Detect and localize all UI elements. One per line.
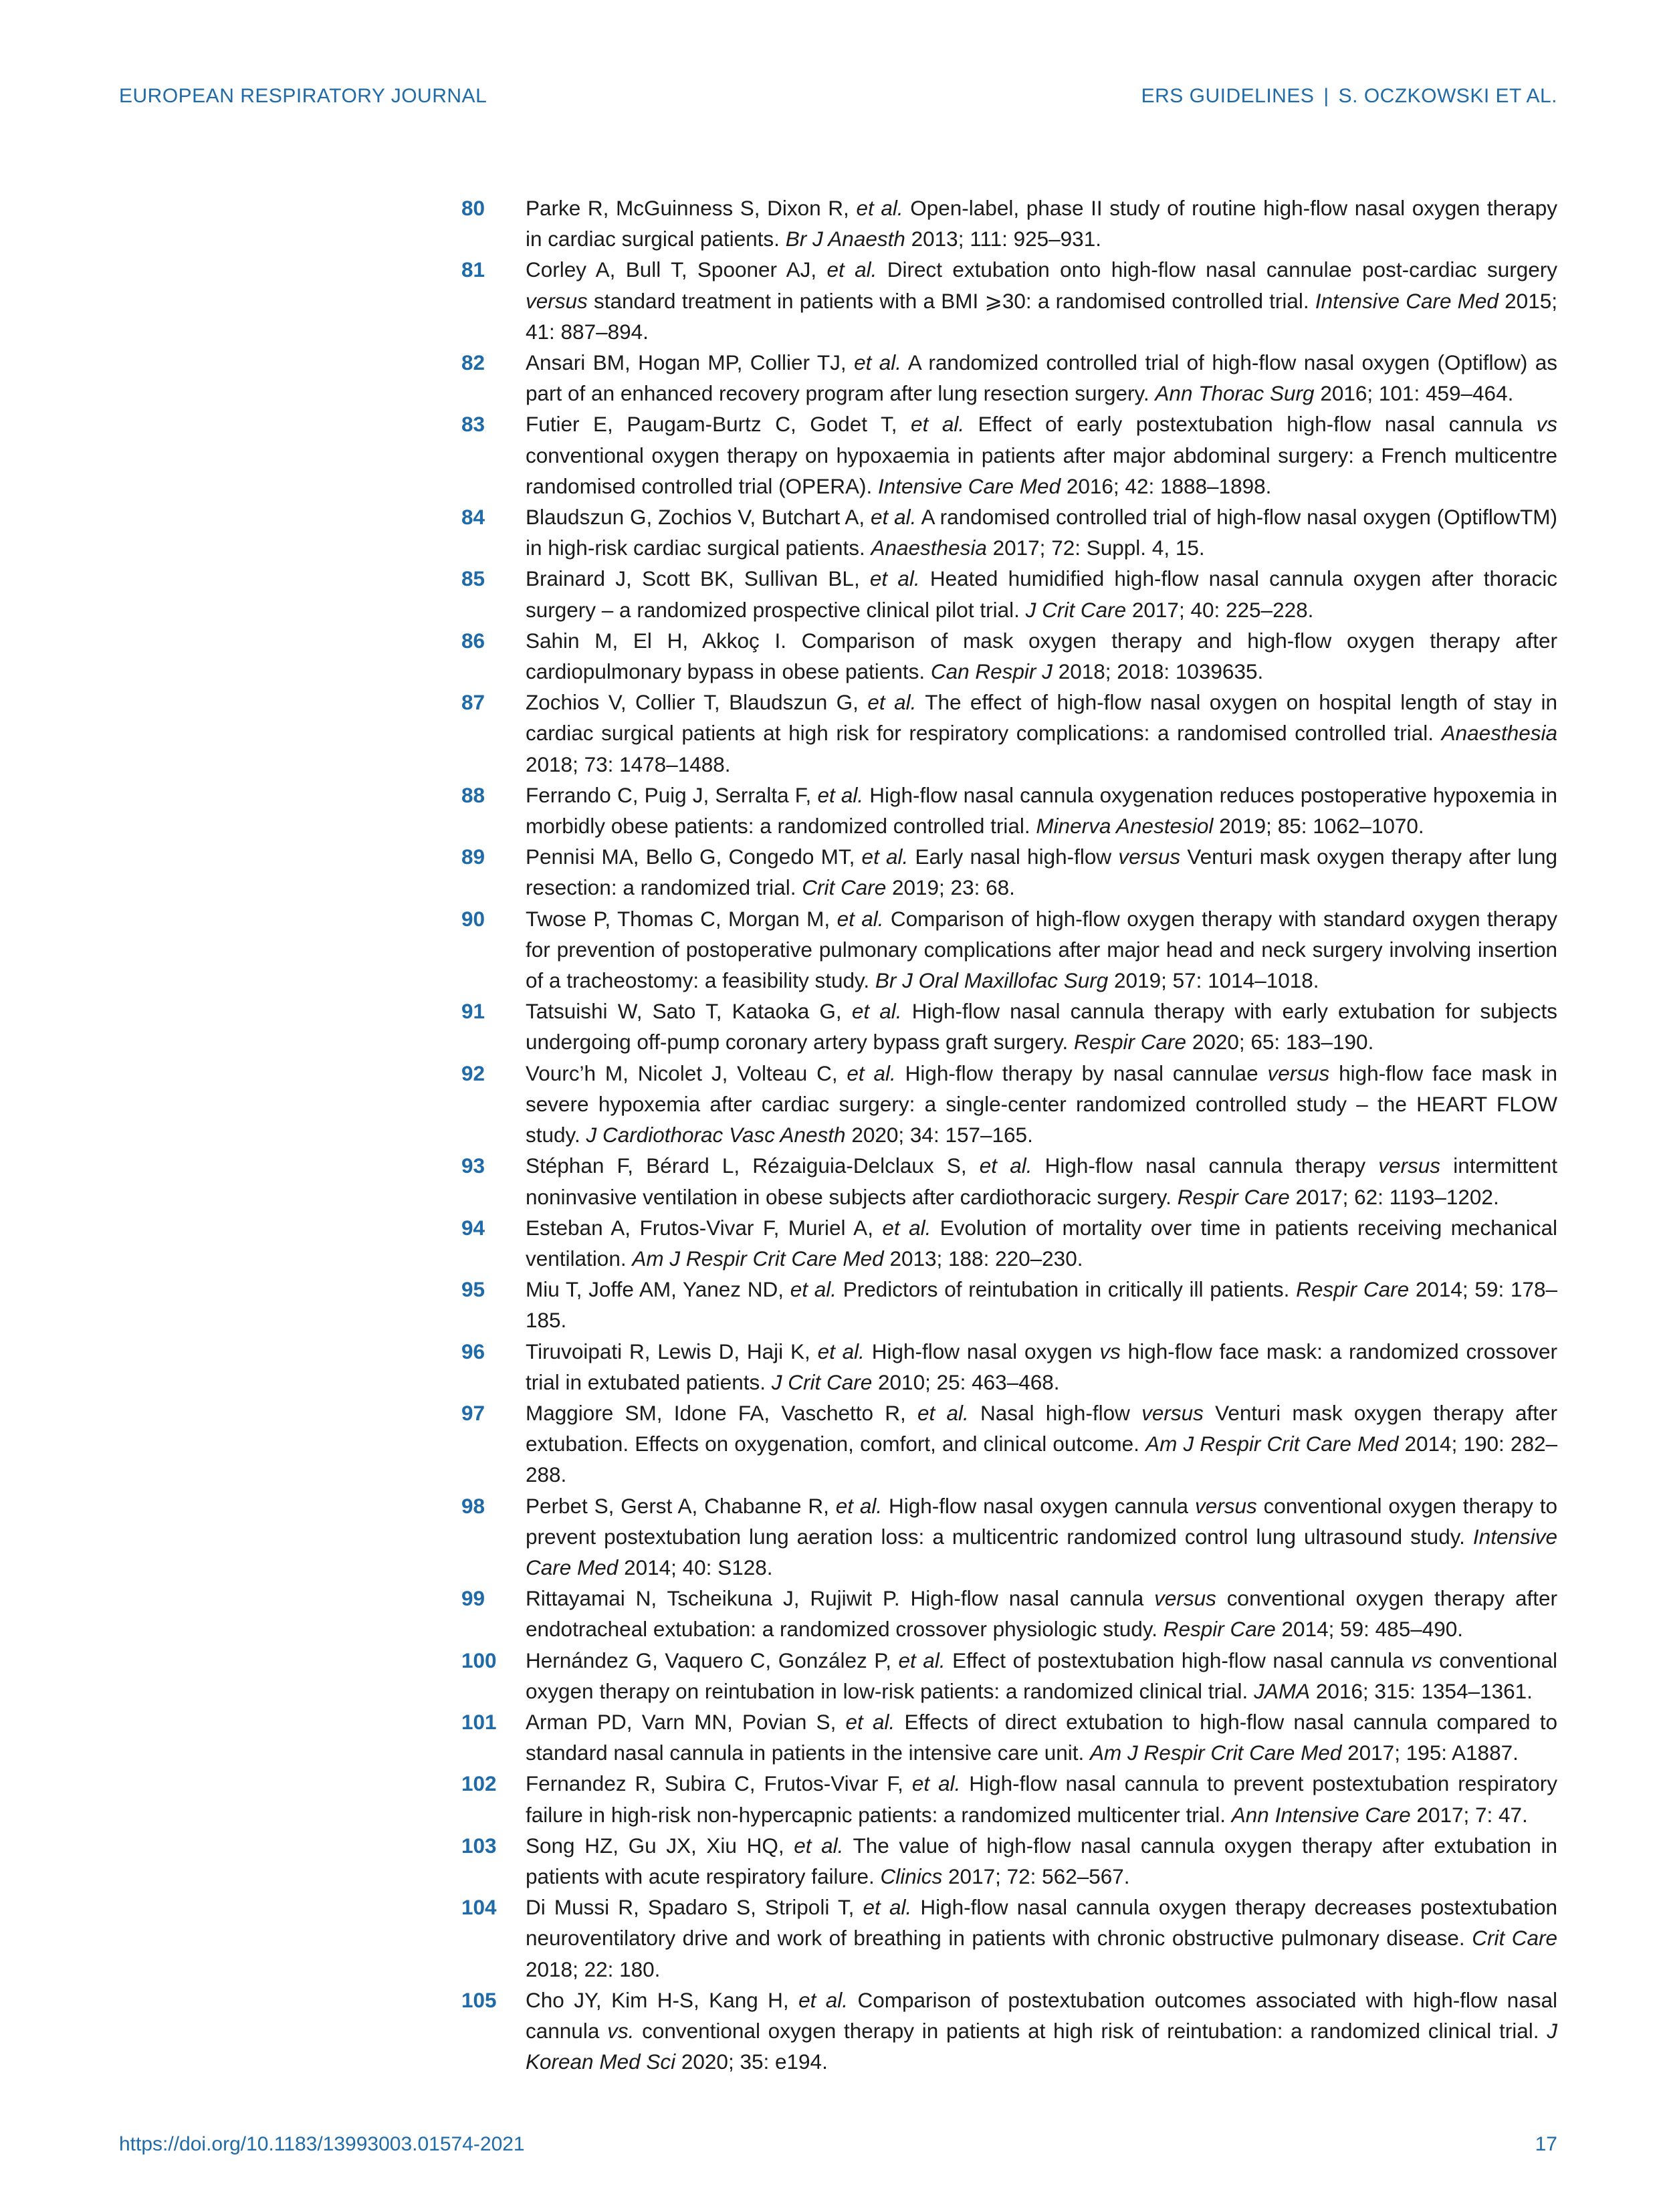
reference-text: Effect of early postextubation high-flow nasal cannula (964, 412, 1537, 437)
reference-italic-text: Crit Care (1472, 1926, 1558, 1951)
reference-italic-text: et al. (882, 1215, 931, 1240)
reference-italic-text: Can Respir J (930, 659, 1053, 684)
reference-text: Brainard J, Scott BK, Sullivan BL, (526, 566, 870, 591)
reference-text: 2016; 315: 1354–1361. (1310, 1678, 1533, 1703)
reference-text: 2020; 35: e194. (675, 2050, 828, 2074)
reference-text: Ferrando C, Puig J, Serralta F, (526, 782, 818, 807)
reference-text: 2015; 41: 887–894. (526, 288, 1557, 344)
reference-item (461, 625, 1557, 687)
reference-text: 2017; 195: A1887. (1341, 1741, 1519, 1765)
reference-text: High-flow nasal oxygen (864, 1339, 1100, 1363)
reference-italic-text: vs. (607, 2018, 635, 2043)
reference-number: 97 (461, 1400, 485, 1425)
reference-item (461, 1336, 1557, 1398)
reference-item (461, 1058, 1557, 1151)
reference-italic-text: Am J Respir Crit Care Med (1145, 1432, 1399, 1456)
reference-text: Nasal high-flow (968, 1400, 1142, 1425)
reference-text: Corley A, Bull T, Spooner AJ, (526, 257, 827, 282)
reference-text: Tatsuishi W, Sato T, Kataoka G, (526, 999, 852, 1024)
reference-item (461, 687, 1557, 780)
reference-italic-text: versus (1194, 1493, 1257, 1518)
reference-text: High-flow nasal oxygen cannula (882, 1493, 1195, 1518)
reference-text: Vourc’h M, Nicolet J, Volteau C, (526, 1061, 847, 1085)
reference-item (461, 1150, 1557, 1212)
reference-text: Fernandez R, Subira C, Frutos-Vivar F, (526, 1771, 912, 1796)
reference-text: Comparison of postextubation outcomes associated with high-flow nasal cannula (526, 1987, 1557, 2043)
reference-text: A randomised controlled trial of high-flow nasal oxygen (OptiflowTM) in high-risk cardiac surgical patients. (526, 505, 1557, 560)
reference-text: Perbet S, Gerst A, Chabanne R, (526, 1493, 836, 1518)
reference-item (461, 996, 1557, 1057)
reference-text: Miu T, Joffe AM, Yanez ND, (526, 1277, 790, 1302)
reference-number: 103 (461, 1833, 497, 1858)
reference-text: Predictors of reintubation in critically ill patients. (836, 1277, 1297, 1302)
reference-text: 2017; 72: 562–567. (942, 1864, 1130, 1888)
reference-italic-text: et al. (867, 690, 917, 715)
reference-text: The effect of high-flow nasal oxygen on hospital length of stay in cardiac surgical patients at high risk for respiratory complications: a randomised controlled trial. (526, 690, 1557, 746)
reference-text: Direct extubation onto high-flow nasal cannulae post-cardiac surgery (877, 257, 1558, 282)
reference-text: Effects of direct extubation to high-flow nasal cannula compared to standard nasal cannula in patients in the intensive care unit. (526, 1709, 1558, 1765)
journal-name: EUROPEAN RESPIRATORY JOURNAL (119, 85, 487, 107)
reference-italic-text: Am J Respir Crit Care Med (632, 1246, 884, 1270)
reference-text: 2017; 62: 1193–1202. (1289, 1184, 1499, 1209)
reference-item (461, 1645, 1557, 1706)
reference-italic-text: Br J Anaesth (785, 227, 905, 251)
reference-italic-text: Ann Intensive Care (1231, 1802, 1411, 1827)
reference-italic-text: versus (1141, 1400, 1204, 1425)
reference-italic-text: J Crit Care (1025, 597, 1127, 622)
reference-text: 2019; 57: 1014–1018. (1108, 968, 1319, 993)
reference-number: 87 (461, 690, 485, 715)
page-number: 17 (1535, 2133, 1557, 2155)
reference-italic-text: versus (1267, 1061, 1330, 1085)
reference-italic-text: Intensive Care Med (1315, 288, 1499, 313)
reference-italic-text: et al. (911, 412, 965, 437)
reference-text: Stéphan F, Bérard L, Rézaiguia-Delclaux S, (526, 1153, 980, 1178)
reference-text: Twose P, Thomas C, Morgan M, (526, 906, 837, 931)
reference-text: High-flow nasal cannula oxygen therapy decreases postextubation neuroventilatory drive and work of breathing in patients with chronic obstructive pulmonary disease. (526, 1895, 1557, 1951)
reference-number: 93 (461, 1153, 485, 1178)
reference-number: 88 (461, 782, 485, 807)
reference-number: 85 (461, 566, 485, 591)
reference-item (461, 347, 1557, 409)
reference-italic-text: et al. (861, 845, 909, 869)
reference-text: conventional oxygen therapy after endotracheal extubation: a randomized crossover physiologic study. (526, 1586, 1557, 1642)
reference-italic-text: et al. (837, 906, 884, 931)
reference-item (461, 1830, 1557, 1892)
reference-number: 105 (461, 1987, 497, 2012)
reference-number: 101 (461, 1709, 497, 1734)
reference-number: 102 (461, 1771, 497, 1796)
reference-item (461, 841, 1557, 903)
reference-number: 86 (461, 628, 485, 653)
reference-italic-text: versus (1118, 845, 1181, 869)
reference-italic-text: et al. (794, 1833, 844, 1858)
reference-number: 95 (461, 1277, 485, 1302)
reference-italic-text: et al. (790, 1277, 837, 1302)
reference-text: 2017; 7: 47. (1410, 1802, 1528, 1827)
reference-text: Zochios V, Collier T, Blaudszun G, (526, 690, 868, 715)
reference-text: intermittent noninvasive ventilation in obese subjects after cardiothoracic surgery. (526, 1153, 1558, 1209)
reference-text: Maggiore SM, Idone FA, Vaschetto R, (526, 1400, 918, 1425)
reference-text: Song HZ, Gu JX, Xiu HQ, (526, 1833, 794, 1858)
reference-number: 92 (461, 1061, 485, 1085)
reference-item (461, 1768, 1557, 1830)
reference-italic-text: et al. (854, 350, 902, 375)
reference-italic-text: et al. (863, 1895, 912, 1920)
reference-text: high-flow face mask: a randomized crossover trial in extubated patients. (526, 1339, 1557, 1394)
reference-text: 2019; 23: 68. (886, 875, 1015, 900)
reference-italic-text: et al. (835, 1493, 883, 1518)
reference-text: 2014; 40: S128. (618, 1555, 773, 1579)
reference-italic-text: vs (1411, 1648, 1432, 1672)
reference-text: 2016; 101: 459–464. (1314, 381, 1514, 406)
running-header (119, 85, 1557, 112)
reference-number: 91 (461, 999, 485, 1024)
reference-number: 81 (461, 257, 485, 282)
reference-italic-text: Intensive Care Med (526, 1524, 1557, 1579)
reference-number: 104 (461, 1895, 497, 1920)
reference-item (461, 1583, 1557, 1644)
reference-text: Venturi mask oxygen therapy after lung resection: a randomized trial. (526, 845, 1557, 900)
reference-number: 84 (461, 505, 485, 530)
reference-text: Di Mussi R, Spadaro S, Stripoli T, (526, 1895, 863, 1920)
reference-italic-text: versus (526, 288, 588, 313)
reference-text: Esteban A, Frutos-Vivar F, Muriel A, (526, 1215, 883, 1240)
reference-italic-text: et al. (851, 999, 902, 1024)
reference-text: Parke R, McGuinness S, Dixon R, (526, 196, 857, 220)
reference-text: Early nasal high-flow (908, 845, 1119, 869)
reference-text: High-flow nasal cannula to prevent postextubation respiratory failure in high-risk non-hypercapnic patients: a randomized multicenter trial. (526, 1771, 1557, 1827)
reference-text: Venturi mask oxygen therapy after extubation. Effects on oxygenation, comfort, and clinical outcome. (526, 1400, 1557, 1456)
reference-italic-text: et al. (856, 196, 903, 220)
reference-italic-text: versus (1154, 1586, 1216, 1611)
reference-text: High-flow nasal cannula therapy with early extubation for subjects undergoing off-pump coronary artery bypass graft surgery. (526, 999, 1557, 1055)
reference-italic-text: Intensive Care Med (877, 473, 1061, 498)
reference-italic-text: Br J Oral Maxillofac Surg (875, 968, 1109, 993)
reference-text: high-flow face mask in severe hypoxemia after cardiac surgery: a single-center randomized controlled study – the HEART FLOW study. (526, 1061, 1557, 1147)
reference-text: Comparison of high-flow oxygen therapy with standard oxygen therapy for prevention of postoperative pulmonary complications after major head and neck surgery involving insertion of a tracheostomy: a feasibility study. (526, 906, 1557, 993)
reference-italic-text: vs (1099, 1339, 1121, 1363)
reference-number: 94 (461, 1215, 485, 1240)
reference-text: A randomized controlled trial of high-flow nasal oxygen (Optiflow) as part of an enhanced recovery program after lung resection surgery. (526, 350, 1557, 406)
reference-number: 98 (461, 1493, 485, 1518)
reference-item (461, 193, 1557, 254)
reference-item (461, 1212, 1557, 1274)
reference-italic-text: et al. (817, 782, 864, 807)
reference-text: Hernández G, Vaquero C, González P, (526, 1648, 899, 1672)
reference-text: Tiruvoipati R, Lewis D, Haji K, (526, 1339, 818, 1363)
reference-item (461, 903, 1557, 996)
reference-item (461, 563, 1557, 625)
section-name: ERS GUIDELINES (1141, 85, 1315, 107)
reference-text: 2020; 65: 183–190. (1186, 1030, 1374, 1055)
doi-link[interactable]: https://doi.org/10.1183/13993003.01574-2021 (119, 2133, 525, 2155)
reference-text: 2017; 40: 225–228. (1126, 597, 1314, 622)
reference-text: 2018; 22: 180. (526, 1957, 661, 1981)
reference-text: Cho JY, Kim H-S, Kang H, (526, 1987, 799, 2012)
reference-item (461, 1398, 1557, 1490)
reference-text: 2020; 34: 157–165. (845, 1123, 1033, 1147)
reference-number: 99 (461, 1586, 485, 1611)
reference-text: 2014; 59: 178–185. (526, 1277, 1557, 1333)
reference-text: Heated humidified high-flow nasal cannula oxygen after thoracic surgery – a randomized prospective clinical pilot trial. (526, 566, 1558, 622)
reference-italic-text: et al. (826, 257, 877, 282)
reference-text: Effect of postextubation high-flow nasal cannula (945, 1648, 1412, 1672)
section-authors (1141, 85, 1557, 108)
reference-text: 2018; 73: 1478–1488. (526, 752, 731, 776)
reference-text: Open-label, phase II study of routine high-flow nasal oxygen therapy in cardiac surgical patients. (526, 196, 1557, 251)
reference-number: 90 (461, 906, 485, 931)
reference-italic-text: et al. (845, 1709, 895, 1734)
reference-italic-text: Respir Care (1177, 1184, 1290, 1209)
reference-text: 2014; 59: 485–490. (1275, 1617, 1464, 1642)
reference-italic-text: Clinics (880, 1864, 943, 1888)
reference-text: 2016; 42: 1888–1898. (1061, 473, 1272, 498)
reference-item (461, 1985, 1557, 2078)
reference-text: conventional oxygen therapy to prevent postextubation lung aeration loss: a multicentric randomized control lung ultrasound study. (526, 1493, 1557, 1549)
reference-text: Ansari BM, Hogan MP, Collier TJ, (526, 350, 855, 375)
reference-number: 83 (461, 412, 485, 437)
reference-italic-text: et al. (870, 505, 917, 530)
reference-italic-text: Minerva Anestesiol (1036, 814, 1214, 839)
reference-italic-text: versus (1378, 1153, 1441, 1178)
reference-italic-text: Anaesthesia (1441, 721, 1557, 746)
header-separator: | (1323, 85, 1329, 107)
reference-item (461, 254, 1557, 347)
reference-italic-text: Am J Respir Crit Care Med (1090, 1741, 1342, 1765)
reference-text: conventional oxygen therapy on hypoxaemia in patients after major abdominal surgery: a French multicentre randomised controlled trial (OPERA). (526, 443, 1557, 498)
reference-italic-text: et al. (798, 1987, 849, 2012)
reference-italic-text: vs (1536, 412, 1557, 437)
reference-number: 96 (461, 1339, 485, 1363)
reference-text: High-flow nasal cannula oxygenation reduces postoperative hypoxemia in morbidly obese patients: a randomized controlled trial. (526, 782, 1557, 839)
reference-number: 80 (461, 196, 485, 220)
reference-italic-text: Crit Care (802, 875, 887, 900)
reference-italic-text: J Cardiothorac Vasc Anesth (586, 1123, 846, 1147)
reference-number: 82 (461, 350, 485, 375)
reference-italic-text: J Korean Med Sci (526, 2018, 1557, 2074)
reference-text: The value of high-flow nasal cannula oxygen therapy after extubation in patients with acute respiratory failure. (526, 1833, 1557, 1888)
reference-italic-text: Respir Care (1296, 1277, 1410, 1302)
reference-italic-text: et al. (817, 1339, 865, 1363)
reference-text: Arman PD, Varn MN, Povian S, (526, 1709, 846, 1734)
reference-text: 2013; 188: 220–230. (883, 1246, 1083, 1270)
reference-item (461, 780, 1557, 841)
reference-italic-text: Ann Thorac Surg (1155, 381, 1315, 406)
reference-list (461, 193, 1557, 2077)
reference-italic-text: Anaesthesia (871, 536, 987, 560)
reference-italic-text: JAMA (1254, 1678, 1311, 1703)
reference-item (461, 1274, 1557, 1335)
reference-italic-text: Respir Care (1163, 1617, 1276, 1642)
reference-text: conventional oxygen therapy in patients at high risk of reintubation: a randomized clinical trial. (634, 2018, 1547, 2043)
reference-italic-text: et al. (847, 1061, 896, 1085)
reference-text: Evolution of mortality over time in patients receiving mechanical ventilation. (526, 1215, 1557, 1270)
reference-number: 89 (461, 845, 485, 869)
reference-italic-text: et al. (979, 1153, 1032, 1178)
reference-text: 2014; 190: 282–288. (526, 1432, 1557, 1487)
reference-text: 2018; 2018: 1039635. (1052, 659, 1264, 684)
reference-italic-text: J Crit Care (771, 1369, 873, 1394)
reference-item (461, 502, 1557, 563)
author-label: S. OCZKOWSKI ET AL. (1338, 85, 1557, 107)
reference-item (461, 409, 1557, 502)
reference-italic-text: et al. (917, 1400, 969, 1425)
reference-italic-text: et al. (898, 1648, 946, 1672)
reference-item (461, 1892, 1557, 1985)
reference-italic-text: Respir Care (1074, 1030, 1187, 1055)
reference-text: Blaudszun G, Zochios V, Butchart A, (526, 505, 871, 530)
reference-text: 2013; 111: 925–931. (905, 227, 1101, 251)
reference-text: conventional oxygen therapy on reintubation in low-risk patients: a randomized clinical trial. (526, 1648, 1557, 1703)
reference-text: Futier E, Paugam-Burtz C, Godet T, (526, 412, 911, 437)
reference-item (461, 1490, 1557, 1583)
reference-text: High-flow nasal cannula therapy (1032, 1153, 1379, 1178)
reference-text: 2017; 72: Suppl. 4, 15. (986, 536, 1205, 560)
reference-text: 2019; 85: 1062–1070. (1213, 814, 1424, 839)
reference-text: Rittayamai N, Tscheikuna J, Rujiwit P. High-flow nasal cannula (526, 1586, 1155, 1611)
reference-text: 2010; 25: 463–468. (872, 1369, 1060, 1394)
reference-italic-text: et al. (869, 566, 920, 591)
reference-text: standard treatment in patients with a BMI ⩾30: a randomised controlled trial. (587, 288, 1315, 313)
reference-item (461, 1706, 1557, 1768)
reference-number: 100 (461, 1648, 497, 1672)
reference-text: Pennisi MA, Bello G, Congedo MT, (526, 845, 862, 869)
reference-text: High-flow therapy by nasal cannulae (895, 1061, 1268, 1085)
reference-text: Sahin M, El H, Akkoç I. Comparison of mask oxygen therapy and high-flow oxygen therapy after cardiopulmonary bypass in obese patients. (526, 628, 1557, 684)
reference-italic-text: et al. (911, 1771, 961, 1796)
